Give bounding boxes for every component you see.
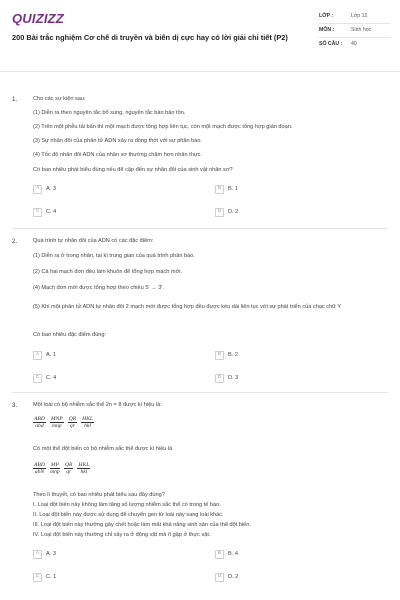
- question-3: [12, 402, 388, 592]
- option-c[interactable]: [33, 208, 56, 217]
- chromosome-top: QR: [64, 462, 73, 468]
- chromosome-pair: [77, 462, 90, 475]
- option-c[interactable]: [33, 374, 56, 383]
- option-letter: B: [215, 550, 224, 559]
- option-letter: D: [215, 573, 224, 582]
- statement: III. Loại đột biến này thường gây chết hoặc làm mất khả năng sinh sản của thể đột biến.: [33, 522, 251, 528]
- meta-label: SỐ CÂU :: [319, 41, 343, 48]
- question-text: Một loài có bộ nhiễm sắc thể 2n = 8 được kí hiệu là:: [33, 402, 162, 408]
- option-letter: C: [33, 374, 42, 383]
- question-number: 2.: [12, 238, 18, 245]
- chromosome-bottom: hkl: [80, 469, 88, 476]
- chromosome-bottom: abd: [35, 423, 44, 430]
- option-letter: C: [33, 573, 42, 582]
- question-prompt: Có bao nhiêu đặc điểm đúng:: [33, 332, 107, 338]
- question-divider: [12, 392, 388, 393]
- statement: (3) Sự nhân đôi của phân tử ADN xảy ra đồng thời với sự phân bào.: [33, 138, 203, 144]
- statement: (4) Mạch đơn mới được tổng hợp theo chiều 5' → 3'.: [33, 285, 164, 291]
- worksheet-header: [0, 0, 400, 72]
- statement: II. Loại đột biến này được sử dụng để chuyển gen từ loài này sang loài khác.: [33, 512, 224, 518]
- meta-label: MÔN :: [319, 26, 335, 33]
- chromosome-top: MP: [50, 462, 59, 468]
- question-prompt: Có bao nhiêu phát biểu đúng nếu để cập đến sự nhân đôi của sinh vật nhân sơ?: [33, 167, 233, 173]
- option-text: C. 4: [46, 374, 57, 381]
- option-letter: A: [33, 550, 42, 559]
- option-letter: B: [215, 351, 224, 360]
- question-text: Cho các sự kiện sau:: [33, 96, 86, 102]
- option-b[interactable]: [215, 185, 238, 194]
- option-b[interactable]: [215, 351, 238, 360]
- option-text: C. 4: [46, 208, 57, 215]
- option-text: B. 2: [228, 351, 238, 358]
- chromosome-pair: [50, 462, 60, 475]
- option-letter: D: [215, 374, 224, 383]
- option-c[interactable]: [33, 573, 56, 582]
- option-text: A. 3: [46, 550, 56, 557]
- option-d[interactable]: [215, 573, 238, 582]
- option-a[interactable]: [33, 351, 56, 360]
- option-letter: A: [33, 351, 42, 360]
- option-a[interactable]: [33, 550, 56, 559]
- chromosome-top: ABD: [34, 462, 45, 468]
- statement: I. Loại đột biến này không làm tăng số lượng nhiễm sắc thể có trong tế bào.: [33, 502, 221, 508]
- option-letter: A: [33, 185, 42, 194]
- chromosome-top: QR: [68, 416, 77, 422]
- chromosome-pair: [68, 416, 77, 429]
- option-d[interactable]: [215, 208, 238, 217]
- meta-row-count: [319, 38, 391, 52]
- karyotype-normal: [33, 416, 94, 429]
- option-text: C. 1: [46, 573, 57, 580]
- option-text: D. 2: [228, 573, 239, 580]
- question-number: 1.: [12, 96, 18, 103]
- option-d[interactable]: [215, 374, 238, 383]
- quizizz-logo: QUIZIZZ: [12, 11, 64, 26]
- option-letter: B: [215, 185, 224, 194]
- chromosome-bottom: qr: [69, 423, 75, 430]
- option-text: D. 2: [228, 208, 239, 215]
- statement: IV. Loại đột biến này thường chỉ xảy ra ở động vật mà ít gặp ở thực vật.: [33, 532, 211, 538]
- chromosome-pair: [64, 462, 73, 475]
- option-text: A. 1: [46, 351, 56, 358]
- question-divider: [12, 228, 388, 229]
- meta-value: Lớp 12: [351, 12, 368, 19]
- question-text: Có một thể đột biến có bộ nhiễm sắc thể được kí hiệu là: [33, 446, 173, 452]
- question-1: [12, 96, 388, 226]
- option-a[interactable]: [33, 185, 56, 194]
- chromosome-bottom: mnp: [51, 423, 62, 430]
- chromosome-pair: [33, 416, 46, 429]
- option-letter: C: [33, 208, 42, 217]
- meta-row-class: [319, 10, 391, 24]
- meta-value: Sinh học: [351, 26, 372, 33]
- option-text: B. 1: [228, 185, 238, 192]
- document-title: 200 Bài trắc nghiệm Cơ chế di truyền và biến dị cực hay có lời giải chi tiết (P2): [12, 33, 288, 42]
- chromosome-top: HKL: [82, 416, 94, 422]
- chromosome-pair: [33, 462, 46, 475]
- chromosome-top: ABD: [34, 416, 45, 422]
- statement: (4) Tốc độ nhân đôi ADN của nhân sơ thường chậm hơn nhân thực.: [33, 152, 202, 158]
- meta-value: 40: [351, 41, 357, 48]
- statement: (1) Diễn ra theo nguyên tắc bổ sung, nguyên tắc bán bảo tồn.: [33, 110, 186, 116]
- chromosome-top: MNP: [50, 416, 63, 422]
- option-text: A. 3: [46, 185, 56, 192]
- chromosome-bottom: mnp: [50, 469, 60, 476]
- statement: (5) Khi một phân tử ADN tự nhân đôi 2 mạch mới được tổng hợp đều được kéo dài liên tục với sự phát triển của chạc chữ Y: [33, 304, 342, 310]
- meta-table: [319, 10, 391, 52]
- statement: (2) Trên một phễu tái bản thì một mạch được tổng hợp liên tục, còn một mạch được tổng hợp gián đoạn.: [33, 124, 293, 130]
- karyotype-mutant: [33, 462, 90, 475]
- option-letter: D: [215, 208, 224, 217]
- statement: (2) Cả hai mạch đơn đều làm khuôn để tổng hợp mạch mới.: [33, 269, 183, 275]
- chromosome-top: HKL: [78, 462, 90, 468]
- question-number: 3.: [12, 402, 18, 409]
- chromosome-pair: [81, 416, 94, 429]
- chromosome-pair: [50, 416, 64, 429]
- chromosome-bottom: abN: [34, 469, 45, 476]
- meta-row-subject: [319, 24, 391, 38]
- meta-label: LỚP :: [319, 12, 334, 19]
- chromosome-bottom: hkl: [84, 423, 92, 430]
- question-2: [12, 238, 388, 388]
- question-text: Quá trình tự nhân đôi của ADN có các đặc điểm:: [33, 238, 154, 244]
- question-prompt: Theo lí thuyết, có bao nhiêu phát biểu sau đây đúng?: [33, 492, 165, 498]
- option-b[interactable]: [215, 550, 238, 559]
- statement: (1) Diễn ra ở trong nhân, tại kì trung gian của quá trình phân bào.: [33, 253, 195, 259]
- option-text: B. 4: [228, 550, 238, 557]
- chromosome-bottom: qr: [66, 469, 72, 476]
- option-text: D. 3: [228, 374, 239, 381]
